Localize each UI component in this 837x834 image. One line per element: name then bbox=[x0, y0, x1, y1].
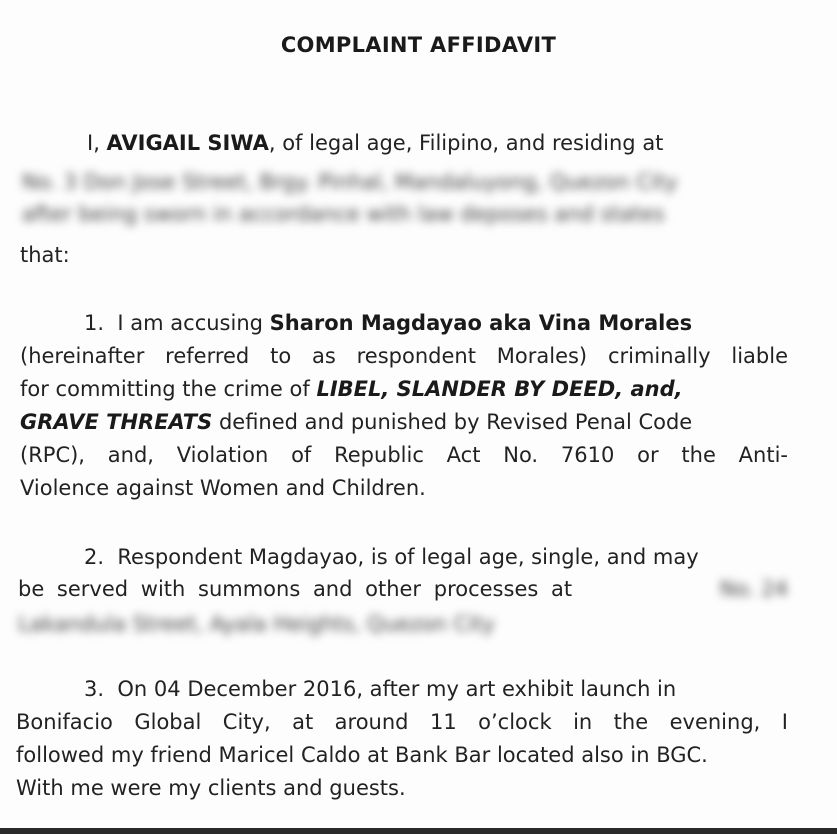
para1-line-6: Violence against Women and Children. bbox=[20, 476, 426, 500]
respondent-name: Sharon Magdayao aka Vina Morales bbox=[269, 311, 693, 335]
para2-text: be served with summons and other processes at bbox=[18, 577, 573, 601]
para1-line-2: (hereinafter referred to as respondent Morales) criminally liable bbox=[20, 344, 788, 368]
para3-line-3: followed my friend Maricel Caldo at Bank Bar located also in BGC. bbox=[16, 743, 708, 767]
para1-line-4 bbox=[20, 410, 692, 434]
para1-number: 1. bbox=[84, 311, 105, 335]
para2-line-2 bbox=[18, 577, 788, 601]
intro-line-1 bbox=[87, 131, 663, 155]
para1-line-3 bbox=[20, 377, 683, 401]
para3-line-1 bbox=[84, 677, 676, 701]
para2-line-1 bbox=[84, 545, 699, 569]
document-title: COMPLAINT AFFIDAVIT bbox=[280, 33, 557, 57]
para1-line-5: (RPC), and, Violation of Republic Act No. 7610 or the Anti- bbox=[20, 443, 788, 467]
crime-grave-threats: GRAVE THREATS bbox=[20, 410, 213, 434]
redacted-address: No. 3 Don Jose Street, Brgy. Pinhal, Mandaluyong, Quezon City bbox=[22, 170, 678, 194]
para3-text: On 04 December 2016, after my art exhibit launch in bbox=[117, 677, 677, 701]
bottom-border bbox=[0, 828, 837, 834]
intro-rest: , of legal age, Filipino, and residing at bbox=[268, 131, 664, 155]
para2-text: Respondent Magdayao, is of legal age, single, and may bbox=[117, 545, 699, 569]
para1-text: for committing the crime of bbox=[20, 377, 317, 401]
redacted-street-number: No. 24 bbox=[719, 577, 788, 601]
para2-number: 2. bbox=[84, 545, 105, 569]
para2-line-3 bbox=[18, 612, 495, 636]
para1-line-1 bbox=[84, 311, 692, 335]
para1-text: I am accusing bbox=[117, 311, 270, 335]
para3-line-2: Bonifacio Global City, at around 11 o’clock in the evening, I bbox=[16, 710, 788, 734]
affiant-name: AVIGAIL SIWA bbox=[106, 131, 269, 155]
redacted-street-address: Lakandula Street, Ayala Heights, Quezon City bbox=[18, 612, 495, 636]
redacted-oath: after being sworn in accordance with law deposes and states bbox=[22, 202, 665, 226]
intro-redacted-line-1 bbox=[22, 170, 678, 194]
intro-closing: that: bbox=[20, 243, 70, 267]
crime-list: LIBEL, SLANDER BY DEED, and, bbox=[316, 377, 683, 401]
para1-text: defined and punished by Revised Penal Code bbox=[212, 410, 693, 434]
para3-number: 3. bbox=[84, 677, 105, 701]
para3-line-4: With me were my clients and guests. bbox=[16, 776, 406, 800]
intro-prefix: I, bbox=[87, 131, 107, 155]
intro-redacted-line-2 bbox=[22, 202, 665, 226]
